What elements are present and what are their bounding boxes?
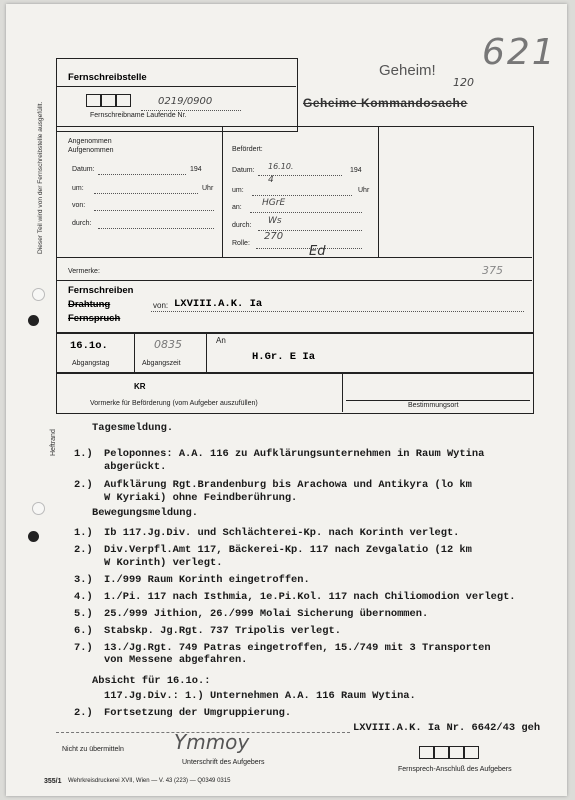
forwarded-to-value: HGrE xyxy=(262,198,286,208)
serial-box-3 xyxy=(116,94,131,107)
type-phone: Fernspruch xyxy=(68,313,121,324)
signature-caption: Unterschrift des Aufgebers xyxy=(182,759,265,766)
received-time-label: um: xyxy=(72,185,84,192)
phone-box-1 xyxy=(419,746,434,759)
reference-number: LXVIII.A.K. Ia Nr. 6642/43 geh xyxy=(353,722,541,734)
destination-caption: Bestimmungsort xyxy=(408,402,459,409)
report-item-line: abgerückt. xyxy=(104,460,167,473)
report-item-number: 2.) xyxy=(74,479,93,491)
movement-item-number: 4.) xyxy=(74,590,93,603)
forwarded-by-label: durch: xyxy=(232,222,252,229)
movement-item-line: W Korinth) verlegt. xyxy=(104,556,223,569)
movement-item-number: 7.) xyxy=(74,641,93,654)
side-note: Dieser Teil wird von der Fernschreibstelle ausgefüllt. xyxy=(37,101,44,254)
to-label: An xyxy=(216,336,226,345)
forwarded-date-label: Datum: xyxy=(232,167,255,174)
received-by-label: durch: xyxy=(72,220,92,227)
serial-caption: Fernschreibname Laufende Nr. xyxy=(90,112,187,119)
received-date-label: Datum: xyxy=(72,166,95,173)
forwarded-time-unit: Uhr xyxy=(358,187,370,194)
forwarded-year-value: 4 xyxy=(268,175,274,185)
forwarded-role-label: Rolle: xyxy=(232,240,250,247)
classification-note: 120 xyxy=(453,76,474,89)
form-number: 355/1 xyxy=(44,778,62,785)
movement-item-line: von Messene abgefahren. xyxy=(104,654,248,666)
report-item-line: Peloponnes: A.A. 116 zu Aufklärungsunternehmen in Raum Wytina xyxy=(104,448,485,460)
margin-label: Heftrand xyxy=(50,429,57,456)
forwarded-initials: Ed xyxy=(309,244,326,259)
received-from-label: von: xyxy=(72,202,86,209)
dispatch-time: 0835 xyxy=(154,338,182,351)
from-label: von: xyxy=(153,301,169,310)
movement-item-number: 1.) xyxy=(74,527,93,539)
movement-item-line: I./999 Raum Korinth eingetroffen. xyxy=(104,573,310,586)
classification-label: Geheim! xyxy=(379,62,436,79)
routing-caption: Vormerke für Beförderung (vom Aufgeber auszufüllen) xyxy=(90,400,258,407)
movement-item-line: 25./999 Jithion, 26./999 Molai Sicherung übernommen. xyxy=(104,607,429,620)
forwarded-year: 194 xyxy=(350,167,362,174)
received-time-unit: Uhr xyxy=(202,185,214,192)
movement-item-number: 3.) xyxy=(74,573,93,586)
movement-item-number: 6.) xyxy=(74,624,93,637)
from-value: LXVIII.A.K. Ia xyxy=(174,298,263,310)
forwarded-date-value: 16.10. xyxy=(268,162,294,171)
phone-box-3 xyxy=(449,746,464,759)
heading-intent: Absicht für 16.1o.: xyxy=(92,675,211,687)
remarks-value: 375 xyxy=(482,264,503,277)
report-item-line: Aufklärung Rgt.Brandenburg bis Arachowa und Antikyra (lo km xyxy=(104,479,472,491)
not-transmit: Nicht zu übermitteln xyxy=(62,746,124,753)
dispatch-day-caption: Abgangstag xyxy=(72,360,110,367)
report-item-line: W Kyriaki) ohne Feindberührung. xyxy=(104,491,298,504)
forwarded-by-value: Ws xyxy=(268,216,282,226)
forwarded-label: Befördert: xyxy=(232,146,263,153)
serial-value: 0219/0900 xyxy=(158,96,213,107)
secret-stamp: Geheime Kommandosache xyxy=(303,96,468,110)
intent-item-line: Fortsetzung der Umgruppierung. xyxy=(104,706,292,719)
type-wire: Drahtung xyxy=(68,299,111,310)
forwarded-to-label: an: xyxy=(232,204,242,211)
phone-box-4 xyxy=(464,746,479,759)
type-telex: Fernschreiben xyxy=(68,285,134,296)
station-label: Fernschreibstelle xyxy=(68,72,147,83)
signature: Ymmoy xyxy=(174,730,250,754)
printer-line: Wehrkreisdruckerei XVII, Wien — V. 43 (223) — Q0349 0315 xyxy=(68,778,231,784)
report-item-number: 1.) xyxy=(74,448,93,460)
remarks-label: Vermerke: xyxy=(68,268,100,275)
movement-item-number: 5.) xyxy=(74,607,93,620)
movement-item-number: 2.) xyxy=(74,544,93,556)
routing-box xyxy=(56,372,534,414)
handwritten-doc-number: 621 xyxy=(482,32,557,73)
received-label-1: Angenommen xyxy=(68,138,112,145)
punch-hole-lower xyxy=(32,502,45,515)
heading-daily-report: Tagesmeldung. xyxy=(92,422,174,434)
heading-movement-report: Bewegungsmeldung. xyxy=(92,507,199,519)
punch-hole-top xyxy=(32,288,45,301)
movement-item-line: Div.Verpfl.Amt 117, Bäckerei-Kp. 117 nach Zevgalatio (12 km xyxy=(104,544,472,556)
movement-item-line: Stabskp. Jg.Rgt. 737 Tripolis verlegt. xyxy=(104,624,341,637)
received-year: 194 xyxy=(190,166,202,173)
phone-caption: Fernsprech-Anschluß des Aufgebers xyxy=(398,766,512,773)
movement-item-line: Ib 117.Jg.Div. und Schlächterei-Kp. nach Korinth verlegt. xyxy=(104,527,460,539)
teleprinter-form xyxy=(6,4,567,796)
dispatch-time-caption: Abgangszeit xyxy=(142,360,181,367)
phone-box-2 xyxy=(434,746,449,759)
kr-marker: KR xyxy=(134,382,146,391)
serial-box-1 xyxy=(86,94,101,107)
to-value: H.Gr. E Ia xyxy=(252,351,316,363)
intent-item-number: 2.) xyxy=(74,706,93,719)
movement-item-line: 1./Pi. 117 nach Isthmia, 1e.Pi.Kol. 117 nach Chiliomodion verlegt. xyxy=(104,590,516,603)
received-label-2: Aufgenommen xyxy=(68,147,114,154)
serial-box-2 xyxy=(101,94,116,107)
movement-item-line: 13./Jg.Rgt. 749 Patras eingetroffen, 15./749 mit 3 Transporten xyxy=(104,641,491,654)
dispatch-day: 16.1o. xyxy=(70,340,108,352)
punch-hole-mid xyxy=(28,315,39,326)
forwarded-role-value: 270 xyxy=(264,231,284,242)
intent-item-line: 117.Jg.Div.: 1.) Unternehmen A.A. 116 Raum Wytina. xyxy=(104,690,416,702)
punch-hole-bottom xyxy=(28,531,39,542)
forwarded-time-label: um: xyxy=(232,187,244,194)
